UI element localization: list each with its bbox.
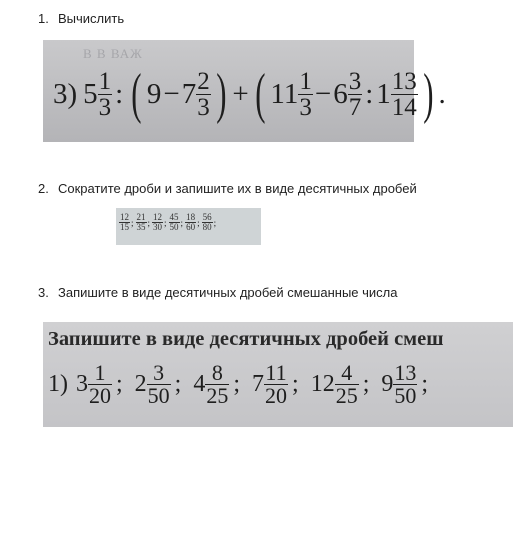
whole-part: 1 (376, 77, 391, 110)
separator: ; (131, 217, 134, 228)
period: . (438, 77, 446, 110)
fraction (205, 362, 229, 407)
numerator: 3 (153, 360, 165, 385)
denominator: 60 (186, 222, 196, 232)
fraction (98, 69, 113, 120)
whole-part: 7 (252, 371, 265, 397)
fraction (169, 213, 180, 232)
denominator: 30 (153, 222, 163, 232)
task-number: 3. (38, 285, 49, 300)
denominator: 25 (206, 383, 229, 408)
numerator: 2 (197, 67, 210, 95)
whole-part: 3 (76, 371, 88, 397)
denominator: 3 (98, 93, 112, 121)
fraction (88, 362, 112, 407)
math-expression (53, 63, 446, 125)
numerator: 3 (348, 67, 362, 95)
numerator: 13 (391, 67, 417, 95)
fraction (196, 69, 211, 120)
denominator: 3 (197, 93, 210, 121)
denominator: 50 (147, 383, 170, 408)
numerator: 12 (120, 212, 129, 222)
numerator: 8 (211, 360, 223, 385)
separator: ; (233, 371, 241, 397)
expression-photo (43, 40, 446, 142)
fraction (147, 362, 171, 407)
numerator: 1 (299, 67, 312, 95)
fraction (391, 69, 418, 120)
fraction (202, 213, 213, 232)
whole-part: 4 (193, 371, 206, 397)
fraction (298, 69, 313, 120)
fraction (348, 69, 363, 120)
paren: ) (422, 63, 434, 125)
whole-part: 7 (181, 77, 197, 110)
operator: + (232, 77, 249, 110)
fraction (136, 213, 147, 232)
denominator: 25 (335, 383, 358, 408)
separator: ; (213, 217, 217, 228)
fraction (393, 362, 417, 407)
denominator: 35 (136, 222, 146, 232)
numerator: 4 (341, 360, 353, 385)
separator: ; (174, 371, 182, 397)
numerator: 13 (394, 360, 417, 385)
separator: ; (362, 371, 370, 397)
numerator: 12 (153, 212, 163, 222)
task-title: Вычислить (58, 11, 125, 26)
denominator: 7 (348, 93, 362, 121)
denominator: 14 (391, 93, 417, 121)
denominator: 20 (89, 383, 111, 408)
numerator: 11 (265, 360, 287, 385)
task-number: 1. (38, 11, 49, 26)
paren: ( (131, 63, 142, 125)
problem-label: 1) (48, 371, 68, 397)
whole-part: 2 (134, 371, 147, 397)
operator: − (314, 77, 332, 110)
separator: ; (197, 217, 200, 228)
fraction (335, 362, 359, 407)
problem-label: 3) (53, 77, 78, 110)
numerator: 1 (94, 360, 106, 385)
separator: ; (292, 371, 299, 397)
faded-text: В В ВАЖ (83, 46, 143, 61)
denominator: 50 (394, 383, 417, 408)
denominator: 3 (299, 93, 312, 121)
numerator: 21 (136, 212, 146, 222)
fraction-list (119, 213, 218, 232)
photo-heading: Запишите в виде десятичных дробей смеш (48, 328, 444, 350)
denominator: 15 (120, 222, 129, 232)
task-2-heading (38, 181, 417, 196)
denominator: 50 (169, 222, 179, 232)
task-title: Запишите в виде десятичных дробей смешанные числа (58, 285, 398, 300)
whole-part: 9 (146, 77, 162, 110)
denominator: 80 (202, 222, 212, 232)
whole-part: 12 (310, 371, 335, 397)
numerator: 18 (186, 212, 196, 222)
task-title: Сократите дроби и запишите их в виде десятичных дробей (58, 181, 417, 196)
separator: ; (180, 217, 184, 228)
operator: : (115, 77, 124, 110)
operator: − (163, 77, 180, 110)
numerator: 45 (169, 212, 179, 222)
fraction (119, 213, 130, 232)
fractions-photo (116, 208, 261, 245)
fraction (185, 213, 196, 232)
numerator: 1 (98, 67, 112, 95)
separator: ; (147, 217, 151, 228)
separator: ; (116, 371, 123, 397)
fraction (264, 362, 288, 407)
mixed-number-list (48, 362, 440, 407)
denominator: 20 (265, 383, 288, 408)
whole-part: 5 (83, 77, 98, 110)
fraction (152, 213, 163, 232)
task-number: 2. (38, 181, 49, 196)
whole-part: 11 (270, 77, 299, 110)
task-1-heading (38, 11, 124, 26)
whole-part: 9 (381, 371, 394, 397)
operator: : (365, 77, 374, 110)
mixed-numbers-photo (43, 322, 513, 427)
paren: ( (254, 63, 266, 125)
whole-part: 6 (333, 77, 348, 110)
separator: ; (164, 217, 167, 228)
paren: ) (215, 63, 227, 125)
numerator: 56 (202, 212, 212, 222)
separator: ; (421, 371, 429, 397)
task-3-heading (38, 285, 398, 300)
